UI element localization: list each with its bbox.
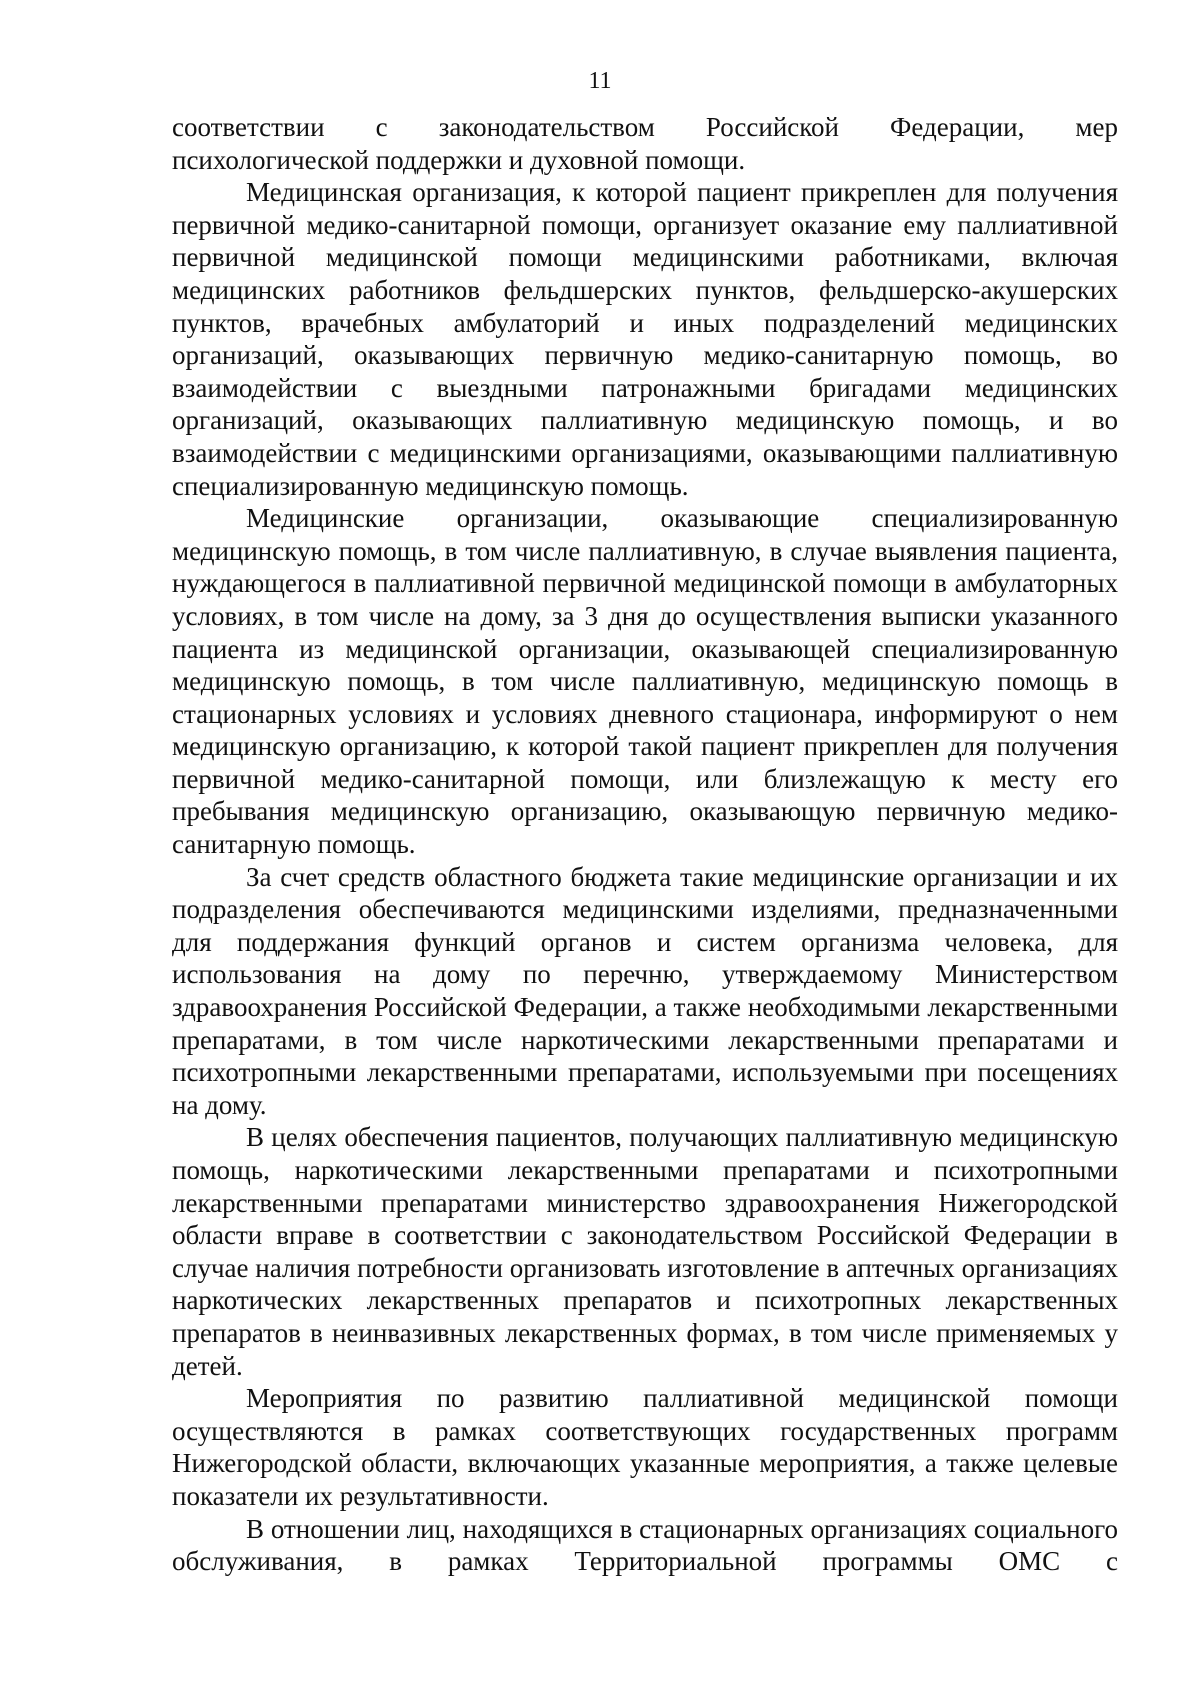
- paragraph-social-service-organizations: В отношении лиц, находящихся в стационарных организациях социального обслуживания, в рамках Территориальной программы ОМС с: [172, 1513, 1118, 1577]
- paragraph-regional-budget: За счет средств областного бюджета такие медицинские организации и их подразделения обеспечиваются медицинскими изделиями, предназначенными для поддержания функций органов и систем организма человека, для использования на дому по перечню, утверждаемому Министерством здравоохранения Российской Федерации, а также необходимыми лекарственными препаратами, в том числе наркотическими лекарственными препаратами и психотропными лекарственными препаратами, используемыми при посещениях на дому.: [172, 861, 1118, 1120]
- paragraph-specialized-organizations: Медицинские организации, оказывающие специализированную медицинскую помощь, в том числе паллиативную, в случае выявления пациента, нуждающегося в паллиативной первичной медицинской помощи в амбулаторных условиях, в том числе на дому, за 3 дня до осуществления выписки указанного пациента из медицинской организации, оказывающей специализированную медицинскую помощь, в том числе паллиативную, медицинскую помощь в стационарных условиях и условиях дневного стационара, информируют о нем медицинскую организацию, к которой такой пациент прикреплен для получения первичной медико-санитарной помощи, или близлежащую к месту его пребывания медицинскую организацию, оказывающую первичную медико-санитарную помощь.: [172, 503, 1118, 860]
- paragraph-palliative-primary-care: Медицинская организация, к которой пациент прикреплен для получения первичной медико-санитарной помощи, организует оказание ему паллиативной первичной медицинской помощи медицинскими работниками, включая медицинских работников фельдшерских пунктов, фельдшерско-акушерских пунктов, врачебных амбулаторий и иных подразделений медицинских организаций, оказывающих первичную медико-санитарную помощь, во взаимодействии с выездными патронажными бригадами медицинских организаций, оказывающих паллиативную медицинскую помощь, и во взаимодействии с медицинскими организациями, оказывающими паллиативную специализированную медицинскую помощь.: [172, 177, 1118, 501]
- paragraph-continuation: [172, 111, 1118, 176]
- document-body: [172, 111, 1118, 1578]
- paragraph-narcotic-drugs: В целях обеспечения пациентов, получающих паллиативную медицинскую помощь, наркотическими лекарственными препаратами и психотропными лекарственными препаратами министерство здравоохранения Нижегородской области вправе в соответствии с законодательством Российской Федерации в случае наличия потребности организовать изготовление в аптечных организациях наркотических лекарственных препаратов и психотропных лекарственных препаратов в неинвазивных лекарственных формах, в том числе применяемых у детей.: [172, 1122, 1118, 1381]
- page-number: 11: [588, 68, 612, 94]
- continuation-first-line: соответствии с законодательством Российской Федерации, мер: [172, 112, 1118, 142]
- paragraph-development-measures: Мероприятия по развитию паллиативной медицинской помощи осуществляются в рамках соответствующих государственных программ Нижегородской области, включающих указанные мероприятия, а также целевые показатели их результативности.: [172, 1383, 1118, 1511]
- continuation-rest: психологической поддержки и духовной помощи.: [172, 144, 746, 175]
